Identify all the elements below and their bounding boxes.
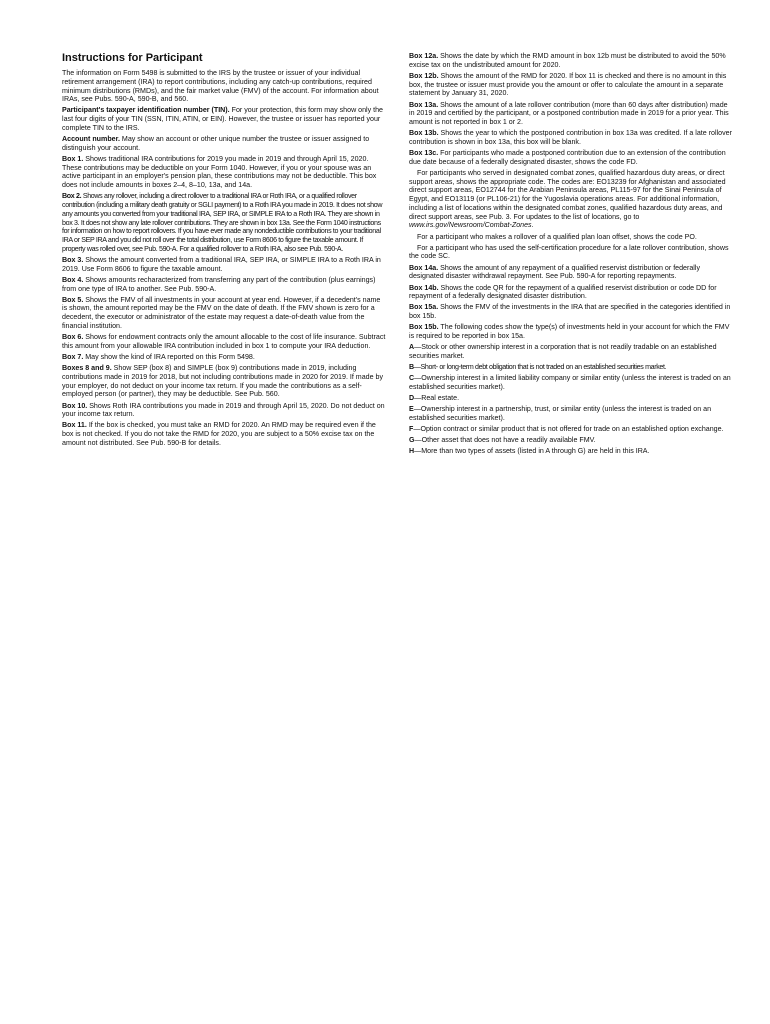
instruction-paragraph: [409, 436, 734, 445]
paragraph-text: —Stock or other ownership interest in a corporation that is not readily tradable on an established securities market.: [409, 343, 717, 360]
paragraph-text: —More than two types of assets (listed in A through G) are held in this IRA.: [414, 447, 650, 456]
paragraph-text: May show an account or other unique number the trustee or issuer assigned to distinguish your account.: [62, 135, 370, 152]
paragraph-heading: Box 14a.: [409, 263, 439, 272]
paragraph-text: Shows Roth IRA contributions you made in 2019 and through April 15, 2020. Do not deduct on your income tax return.: [62, 401, 385, 419]
paragraph-heading: Box 15b.: [409, 323, 439, 332]
paragraph-text: Shows amounts recharacterized from transferring any part of the contribution (plus earnings) from one type of IRA to another. See Pub. 590-A.: [62, 275, 376, 293]
paragraph-heading: Box 14b.: [409, 283, 439, 292]
paragraph-heading: Box 13b.: [409, 129, 439, 138]
paragraph-heading: Box 10.: [62, 401, 88, 410]
paragraph-heading: Boxes 8 and 9.: [62, 364, 112, 373]
instruction-paragraph: [409, 244, 734, 262]
paragraph-text: —Other asset that does not have a readily available FMV.: [414, 436, 596, 445]
paragraph-text: May show the kind of IRA reported on this Form 5498.: [83, 353, 255, 362]
page-title: Instructions for Participant: [62, 52, 203, 64]
instruction-paragraph: [62, 296, 387, 331]
instruction-paragraph: [409, 169, 734, 230]
paragraph-text: Shows the amount of a late rollover contribution (more than 60 days after distribution) made in 2019 and certified by the participant, or a postponed contribution made in 2019 for a prior year. This amount is not reported in box 1 or 2.: [409, 100, 729, 127]
paragraph-text: For your protection, this form may show only the last four digits of your TIN (SSN, ITIN, ATIN, or EIN). However, the trustee or issuer has reported your complete TIN to the IRS.: [62, 106, 384, 132]
right-column: [409, 52, 734, 459]
instruction-paragraph: [409, 72, 734, 98]
code-letter: H: [409, 447, 415, 456]
paragraph-text: Shows the amount converted from a traditional IRA, SEP IRA, or SIMPLE IRA to a Roth IRA in 2019. Use Form 8606 to figure the taxable amount.: [62, 255, 381, 273]
instruction-paragraph: [62, 364, 387, 399]
instruction-paragraph: [409, 264, 734, 282]
instruction-paragraph: [62, 421, 387, 447]
paragraph-heading: Box 3.: [62, 255, 84, 264]
instruction-paragraph: [409, 303, 734, 321]
instruction-paragraph: [409, 425, 734, 434]
paragraph-text: Show SEP (box 8) and SIMPLE (box 9) contributions made in 2019, including contributions made in 2019 for 2018, but not including contributions made in 2020 for 2019. If made by your employer, do not deduct on your income tax return. If you made the contributions as a self-employed person (or partner), they may be deductible. See Pub. 560.: [62, 364, 384, 399]
paragraph-text: Shows the date by which the RMD amount in box 12b must be distributed to avoid the 50% excise tax on the undistributed amount for 2020.: [409, 52, 726, 69]
paragraph-text: The information on Form 5498 is submitted to the IRS by the trustee or issuer of your individual retirement arrangement (IRA) to report contributions, including any catch-up contributions, required minimum distributions (RMDs), and the fair market value (FMV) of the account. For information about IRAs, see Pubs. 590-A, 590-B, and 560.: [62, 69, 379, 104]
paragraph-heading: Box 13c.: [409, 149, 439, 158]
instruction-paragraph: [62, 192, 387, 253]
instruction-paragraph: [409, 52, 734, 70]
paragraph-text-end: .: [531, 221, 534, 230]
instruction-paragraph: [62, 402, 387, 420]
paragraph-text: For participants who served in designated combat zones, qualified hazardous duty areas, or direct support areas, shows the appropriate code. The codes are: EO13239 for Afghanistan and associated direct support areas, EO12744 for the Arabian Peninsula areas, PL115-97 for the Sinai Peninsula of Egypt, and EO13119 (or PL106-21) for the Yugoslavia operations areas. For additional information, including a list of locations within the designated combat zones, qualified hazardous duty areas, and direct support areas, see Pub. 3. For updates to the list of locations, go to: [409, 168, 726, 221]
paragraph-text: Shows the amount of the RMD for 2020. If box 11 is checked and there is no amount in this box, the trustee or issuer must provide you the amount or offer to calculate the amount in a separate statement by January 31, 2020.: [409, 71, 727, 98]
instruction-paragraph: [409, 363, 734, 372]
paragraph-text: —Option contract or similar product that is not offered for trade on an established option exchange.: [413, 425, 724, 434]
paragraph-heading: Box 15a.: [409, 303, 439, 312]
paragraph-text: If the box is checked, you must take an RMD for 2020. An RMD may be required even if the box is not checked. If you do not take the RMD for 2020, you are subject to a 50% excise tax on the amount not distributed. See Pub. 590-B for details.: [62, 421, 376, 447]
irs-url-link[interactable]: www.irs.gov/Newsroom/Combat-Zones: [409, 221, 532, 230]
instruction-paragraph: [409, 149, 734, 167]
paragraph-heading: Box 4.: [62, 275, 84, 284]
code-letter: G: [409, 436, 415, 445]
code-letter: D: [409, 394, 415, 403]
paragraph-text: Shows the amount of any repayment of a qualified reservist distribution or federally designated disaster withdrawal repayment. See Pub. 590-A for reporting repayments.: [409, 263, 701, 281]
paragraph-heading: Box 1.: [62, 154, 84, 163]
paragraph-text: The following codes show the type(s) of investments held in your account for which the FMV is required to be reported in box 15a.: [409, 323, 730, 341]
paragraph-heading: Box 12b.: [409, 71, 439, 80]
paragraph-text: Shows for endowment contracts only the amount allocable to the cost of life insurance. Subtract this amount from your allowable IRA contribution included in box 1 to compute your IRA deduction.: [62, 333, 386, 350]
paragraph-heading: Participant's taxpayer identification number (TIN).: [62, 106, 230, 115]
left-column: [62, 52, 387, 450]
instruction-paragraph: [409, 405, 734, 423]
paragraph-text: Shows the FMV of the investments in the IRA that are specified in the categories identified in box 15b.: [409, 303, 731, 321]
paragraph-text: Shows traditional IRA contributions for 2019 you made in 2019 and through April 15, 2020. These contributions may be deductible on your Form 1040. However, if you or your spouse was an active participant in an employer's pension plan, these contributions may not be deductible. This box does not include amounts in boxes 2–4, 8–10, 13a, and 14a.: [62, 154, 377, 190]
instruction-paragraph: [62, 333, 387, 351]
code-letter: A: [409, 343, 415, 352]
instruction-paragraph: [409, 447, 734, 456]
instruction-paragraph: [409, 284, 734, 302]
paragraph-text: —Ownership interest in a partnership, trust, or similar entity (unless the interest is traded on an established securities market).: [409, 405, 712, 422]
paragraph-text: —Short- or long-term debt obligation that is not traded on an established securities market.: [413, 363, 667, 372]
paragraph-heading: Box 11.: [62, 421, 87, 430]
instruction-paragraph: [62, 155, 387, 190]
paragraph-text: For a participant who makes a rollover of a qualified plan loan offset, shows the code PO.: [417, 232, 697, 241]
paragraph-text: For a participant who has used the self-certification procedure for a late rollover contribution, shows the code SC.: [409, 243, 729, 261]
paragraph-text: Shows any rollover, including a direct rollover to a traditional IRA or Roth IRA, or a qualified rollover contribution (including a military death gratuity or SGLI payment) to a Roth IRA you made in 2019. It does not show any amounts you converted from your traditional IRA, SEP IRA, or SIMPLE IRA to a Roth IRA. They are shown in box 3. It does not show any late rollover contributions. They are shown in box 13a. See the Form 1040 instructions for information on how to report rollovers. If you have ever made any nondeductible contributions to your traditional IRA or SEP IRA and you did not roll over the total distribution, use Form 8606 to figure the taxable amount. If property was rolled over, see Pub. 590-A. For a qualified rollover to a Roth IRA, also see Pub. 590-A.: [62, 192, 383, 253]
paragraph-heading: Box 5.: [62, 295, 84, 304]
code-letter: C: [409, 374, 415, 383]
instruction-paragraph: [62, 353, 387, 362]
instruction-paragraph: [409, 129, 734, 147]
paragraph-text: —Real estate.: [414, 394, 460, 403]
instruction-paragraph: [62, 135, 387, 153]
code-letter: B: [409, 363, 414, 372]
instruction-paragraph: [62, 106, 387, 132]
paragraph-heading: Box 13a.: [409, 100, 439, 109]
code-letter: E: [409, 405, 414, 414]
instruction-paragraph: [409, 374, 734, 392]
paragraph-text: Shows the year to which the postponed contribution in box 13a was credited. If a late rollover contribution is shown in box 13a, this box will be blank.: [409, 129, 732, 146]
instruction-paragraph: [409, 343, 734, 361]
paragraph-text: —Ownership interest in a limited liability company or similar entity (unless the interest is traded on an established securities market).: [409, 374, 731, 391]
paragraph-heading: Box 7.: [62, 353, 84, 362]
instruction-paragraph: [62, 276, 387, 294]
instruction-paragraph: [409, 233, 734, 242]
instruction-paragraph: [409, 394, 734, 403]
paragraph-heading: Box 12a.: [409, 52, 439, 60]
instruction-paragraph: [409, 101, 734, 127]
instruction-paragraph: [409, 323, 734, 341]
paragraph-text: For participants who made a postponed contribution due to an extension of the contribution due date because of a federally designated disaster, shows the code FD.: [409, 149, 726, 166]
paragraph-heading: Box 2.: [62, 192, 82, 201]
instruction-paragraph: [62, 69, 387, 104]
paragraph-heading: Box 6.: [62, 333, 84, 342]
instruction-paragraph: [62, 256, 387, 274]
paragraph-heading: Account number.: [62, 135, 120, 144]
code-letter: F: [409, 425, 414, 434]
paragraph-text: Shows the code QR for the repayment of a qualified reservist distribution or code DD for repayment of a federally designated disaster distribution.: [409, 283, 717, 301]
paragraph-text: Shows the FMV of all investments in your account at year end. However, if a decedent's name is shown, the amount reported may be the FMV on the date of death. If the FMV shown is zero for a decedent, the executor or administrator of the estate may request a date-of-death value from the financial institution.: [62, 295, 381, 330]
